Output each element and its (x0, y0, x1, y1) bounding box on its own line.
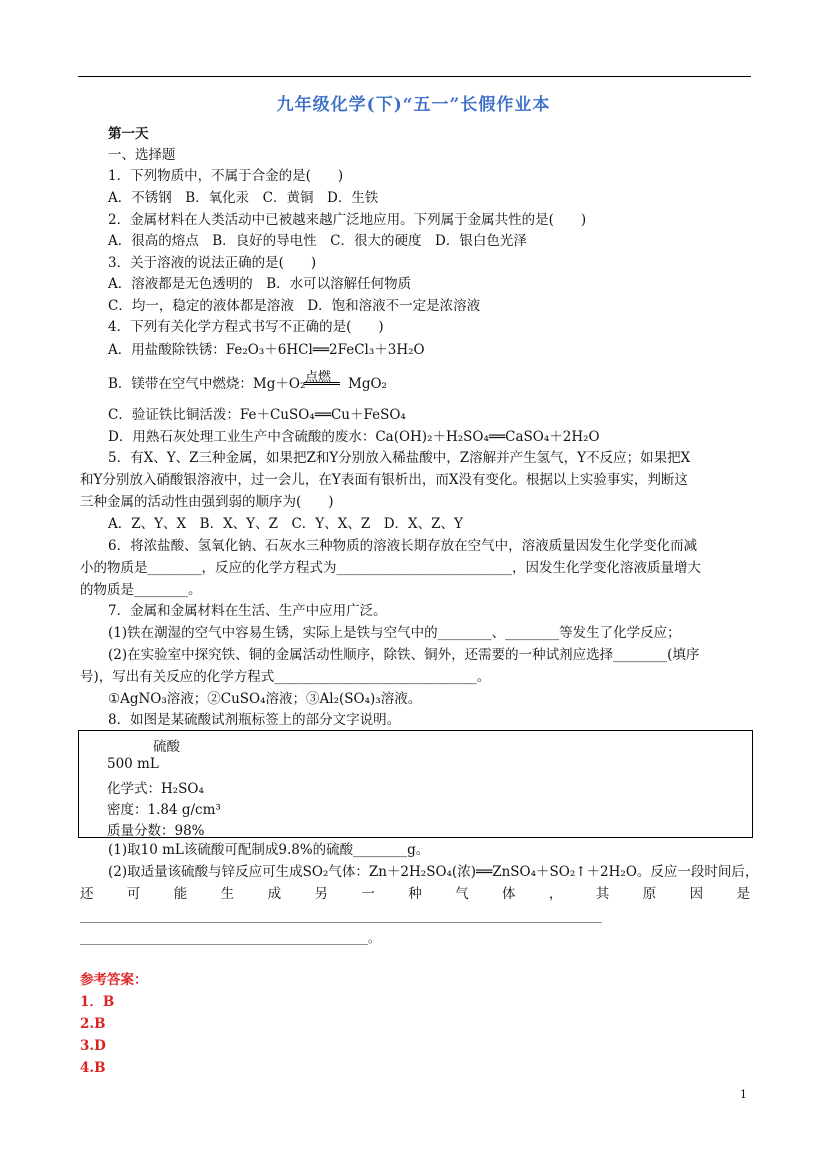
question-2-options: A．很高的熔点 B．良好的导电性 C．很大的硬度 D．银白色光泽 (108, 233, 527, 249)
question-4-option-d: D．用熟石灰处理工业生产中含硫酸的废水：Ca(OH)₂＋H₂SO₄══CaSO₄＋2H₂O (108, 429, 600, 445)
question-8: 8．如图是某硫酸试剂瓶标签上的部分文字说明。 (108, 712, 401, 728)
word: 成 (267, 886, 282, 902)
word: 可 (126, 886, 141, 902)
section-heading: 一、选择题 (108, 147, 176, 163)
question-3-options-cd: C．均一，稳定的液体都是溶液 D．饱和溶液不一定是浓溶液 (108, 298, 481, 314)
word: 气 (455, 886, 469, 902)
answer-3: 3.D (80, 1038, 106, 1054)
question-4-option-b-left: B．镁带在空气中燃烧：Mg＋O₂ (108, 376, 306, 392)
word: 原 (642, 886, 657, 902)
word: 另 (314, 886, 328, 902)
reaction-arrow (304, 382, 340, 385)
answer-blank-2: ________________________________________________。 (80, 931, 381, 945)
answer-4: 4.B (80, 1060, 106, 1076)
answer-2: 2.B (80, 1016, 106, 1032)
reagent-label-box (78, 730, 753, 838)
question-8-part-1: (1)取10 mL该硫酸可配制成9.8%的硫酸________g。 (108, 842, 430, 858)
question-8-part-2: (2)取适量该硫酸与锌反应可生成SO₂气体：Zn＋2H₂SO₄(浓)══ZnSO₄＋SO₂↑＋2H₂O。反应一段时间后， (108, 864, 759, 880)
question-4-option-b-right: MgO₂ (348, 376, 387, 392)
label-density: 密度：1.84 g/cm³ (107, 802, 221, 818)
question-8-part-2-continued (80, 884, 750, 904)
word: ， (548, 886, 563, 902)
question-5-options: A．Z、Y、X B．X、Y、Z C．Y、X、Z D．X、Z、Y (108, 516, 463, 532)
reaction-condition: 点燃 (305, 370, 332, 385)
header-rule (78, 76, 751, 77)
answers-title: 参考答案： (80, 972, 148, 988)
question-7-part-2-line-1: (2)在实验室中探究铁、铜的金属活动性顺序，除铁、铜外，还需要的一种试剂应选择________(填序 (108, 647, 700, 663)
answer-blank-1: _______________________________________________________________________________________ (80, 909, 602, 923)
label-name: 硫酸 (153, 739, 180, 755)
word: 体 (502, 886, 516, 902)
word: 是 (736, 886, 750, 902)
question-5-line-2: 和Y分别放入硝酸银溶液中，过一会儿，在Y表面有银析出，而X没有变化。根据以上实验事实，判断这 (80, 472, 688, 488)
question-6-line-2: 小的物质是________，反应的化学方程式为__________________________，因发生化学变化溶液质量增大 (80, 560, 701, 576)
word: 其 (595, 886, 610, 902)
question-4-option-a: A．用盐酸除铁锈：Fe₂O₃＋6HCl══2FeCl₃＋3H₂O (108, 342, 425, 358)
word: 种 (408, 886, 422, 902)
question-4-option-c: C．验证铁比铜活泼：Fe＋CuSO₄══Cu＋FeSO₄ (108, 407, 406, 423)
day-heading: 第一天 (108, 126, 149, 142)
question-1-options: A．不锈钢 B．氧化汞 C．黄铜 D．生铁 (108, 190, 379, 206)
question-5-line-1: 5．有X、Y、Z三种金属，如果把Z和Y分别放入稀盐酸中，Z溶解并产生氢气，Y不反应；如果把X (108, 450, 691, 466)
word: 能 (173, 886, 188, 902)
answer-1: 1．B (80, 994, 115, 1010)
question-6-line-1: 6．将浓盐酸、氢氧化钠、石灰水三种物质的溶液长期存放在空气中，溶液质量因发生化学变化而减 (108, 538, 698, 554)
word: 生 (220, 886, 235, 902)
label-formula: 化学式：H₂SO₄ (107, 781, 204, 797)
question-3: 3．关于溶液的说法正确的是( ) (108, 255, 317, 271)
label-volume: 500 mL (107, 756, 159, 772)
question-2: 2．金属材料在人类活动中已被越来越广泛地应用。下列属于金属共性的是( ) (108, 212, 587, 228)
word: 一 (361, 886, 375, 902)
question-1: 1．下列物质中，不属于合金的是( ) (108, 168, 344, 184)
question-7-part-2-line-2: 号)，写出有关反应的化学方程式______________________________。 (80, 669, 491, 685)
question-6-line-3: 的物质是________。 (80, 582, 202, 598)
word: 因 (689, 886, 704, 902)
question-7: 7．金属和金属材料在生活、生产中应用广泛。 (108, 603, 387, 619)
page-number: 1 (740, 1088, 747, 1101)
question-7-part-1: (1)铁在潮湿的空气中容易生锈，实际上是铁与空气中的________、________等发生了化学反应； (108, 625, 681, 641)
question-7-options: ①AgNO₃溶液；②CuSO₄溶液；③Al₂(SO₄)₃溶液。 (108, 691, 422, 707)
page-title: 九年级化学(下)“五一”长假作业本 (276, 95, 551, 115)
word: 还 (80, 886, 94, 902)
question-5-line-3: 三种金属的活动性由强到弱的顺序为( ) (80, 494, 334, 510)
label-fraction: 质量分数：98% (107, 823, 205, 839)
question-3-options-ab: A．溶液都是无色透明的 B．水可以溶解任何物质 (108, 276, 412, 292)
question-4: 4．下列有关化学方程式书写不正确的是( ) (108, 319, 384, 335)
